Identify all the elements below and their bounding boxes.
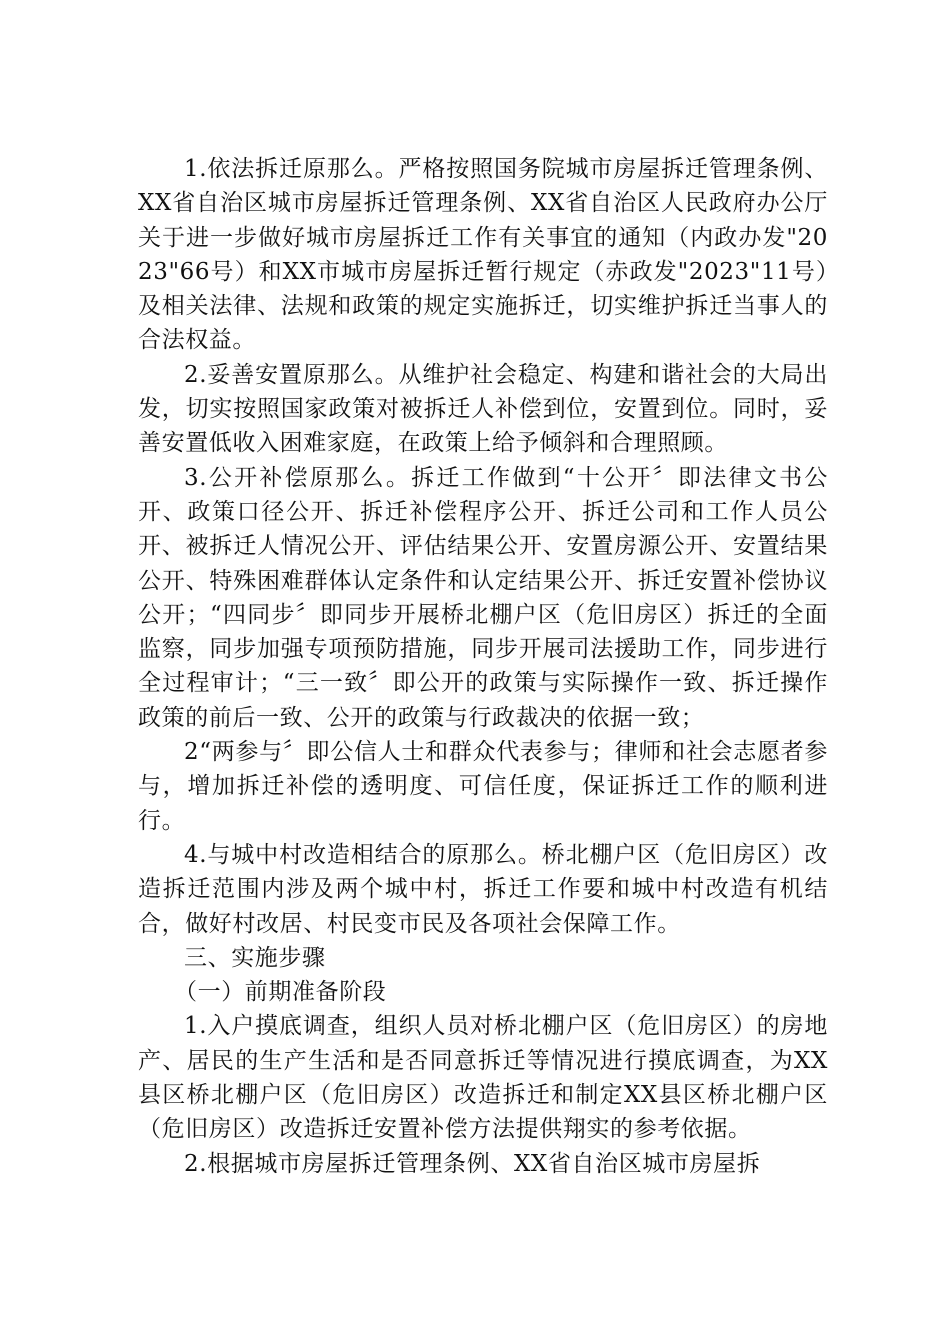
principle-paragraph-4: 4.与城中村改造相结合的原那么。桥北棚户区（危旧房区）改造拆迁范围内涉及两个城中村，拆迁工作要和城中村改造有机结合，做好村改居、村民变市民及各项社会保障工作。 [138, 841, 828, 937]
subsection-heading: （一）前期准备阶段 [174, 979, 387, 1006]
document-body [138, 152, 828, 1181]
principle-paragraph-2: 2.妥善安置原那么。从维护社会稳定、构建和谐社会的大局出发，切实按照国家政策对被拆迁人补偿到位，安置到位。同时，妥善安置低收入困难家庭，在政策上给予倾斜和合理照顾。 [138, 361, 828, 457]
principle-paragraph-3: 3.公开补偿原那么。拆迁工作做到“十公开〞即法律文书公开、政策口径公开、拆迁补偿程序公开、拆迁公司和工作人员公开、被拆迁人情况公开、评估结果公开、安置房源公开、安置结果公开、特殊困难群体认定条件和认定结果公开、拆迁安置补偿协议公开；“四同步〞即同步开展桥北棚户区（危旧房区）拆迁的全面监察，同步加强专项预防措施，同步开展司法援助工作，同步进行全过程审计；“三一致〞即公开的政策与实际操作一致、拆迁操作政策的前后一致、公开的政策与行政裁决的依据一致； [138, 464, 828, 731]
principle-paragraph-1: 1.依法拆迁原那么。严格按照国务院城市房屋拆迁管理条例、XX省自治区城市房屋拆迁管理条例、XX省自治区人民政府办公厅关于进一步做好城市房屋拆迁工作有关事宜的通知（内政办发"2023"66号）和XX市城市房屋拆迁暂行规定（赤政发"2023"11号）及相关法律、法规和政策的规定实施拆迁，切实维护拆迁当事人的合法权益。 [138, 156, 828, 354]
step-paragraph-1: 1.入户摸底调查，组织人员对桥北棚户区（危旧房区）的房地产、居民的生产生活和是否同意拆迁等情况进行摸底调查，为XX县区桥北棚户区（危旧房区）改造拆迁和制定XX县区桥北棚户区（危旧房区）改造拆迁安置补偿方法提供翔实的参考依据。 [138, 1013, 828, 1143]
section-heading: 三、实施步骤 [184, 944, 326, 971]
step-paragraph-2: 2.根据城市房屋拆迁管理条例、XX省自治区城市房屋拆 [184, 1150, 761, 1177]
principle-paragraph-3-continued: 2“两参与〞即公信人士和群众代表参与；律师和社会志愿者参与，增加拆迁补偿的透明度、可信任度，保证拆迁工作的顺利进行。 [138, 739, 828, 834]
